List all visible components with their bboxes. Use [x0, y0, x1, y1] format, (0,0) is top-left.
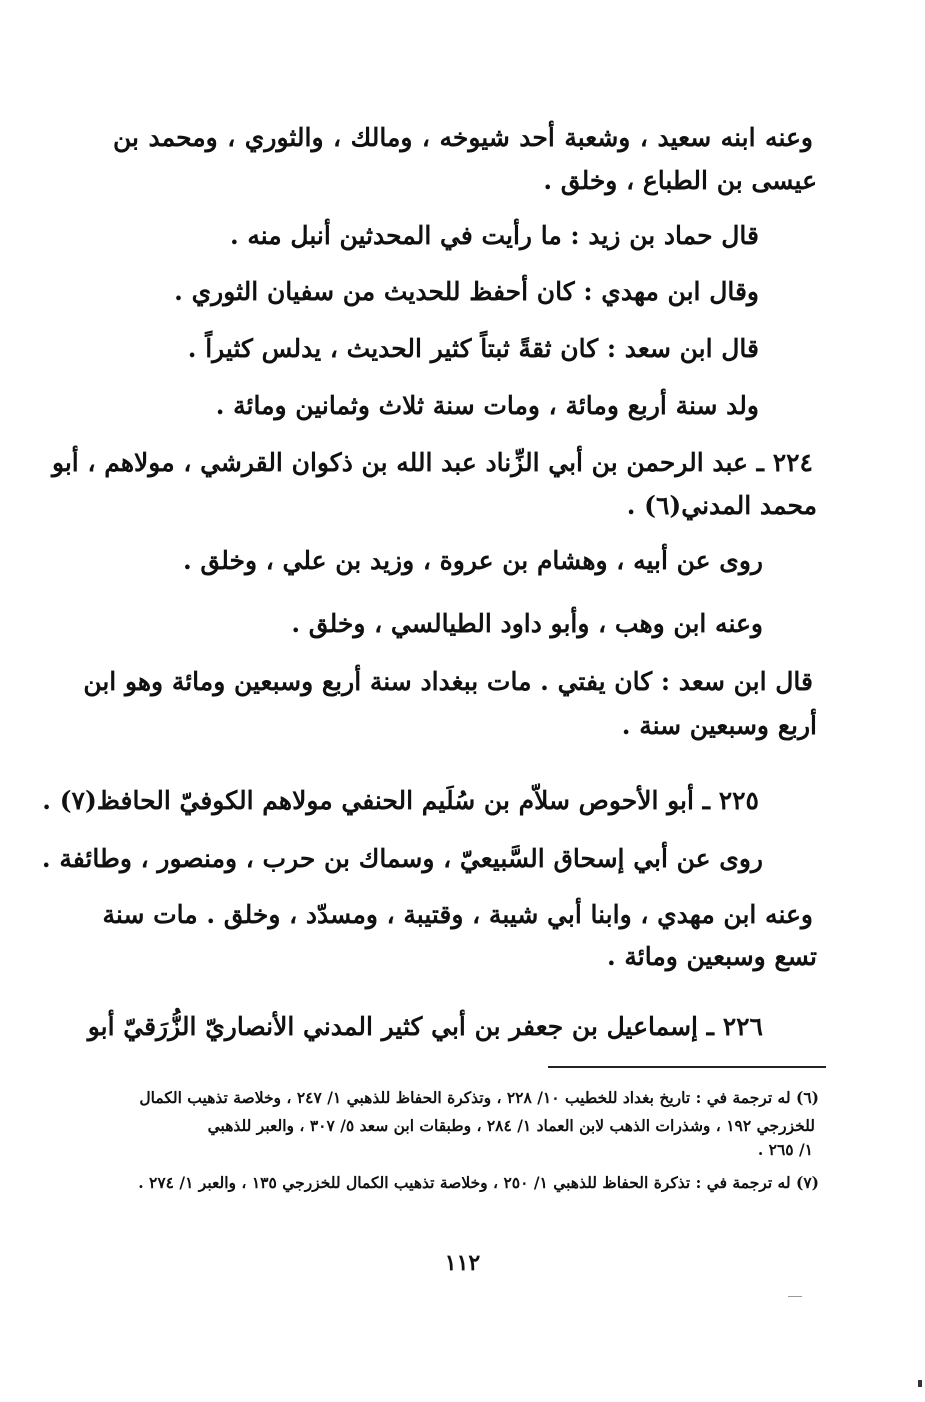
body-line-9: روى عن أبيه ، وهشام بن عروة ، وزيد بن علي ، وخلق . [183, 546, 763, 575]
scan-speck [788, 1296, 802, 1297]
entry-226-heading: ٢٢٦ ـ إسماعيل بن جعفر بن أبي كثير المدني الأنصاريّ الزُّرَقيّ أبو [87, 1012, 763, 1041]
body-line-15: وعنه ابن مهدي ، وابنا أبي شيبة ، وقتيبة ، ومسدّد ، وخلق . مات سنة [102, 900, 813, 929]
body-line-10: وعنه ابن وهب ، وأبو داود الطيالسي ، وخلق . [291, 609, 763, 638]
footnote-7: (٧) له ترجمة في : تذكرة الحفاظ للذهبي ١/ ٢٥٠ ، وخلاصة تذهيب الكمال للخزرجي ١٣٥ ، والعبر ١/ ٢٧٤ . [138, 1173, 819, 1192]
scan-speck [918, 1380, 922, 1387]
entry-225-heading: ٢٢٥ ـ أبو الأحوص سلاّم بن سُلَيم الحنفي مولاهم الكوفيّ الحافظ(٧) . [42, 786, 759, 815]
body-line-3: قال حماد بن زيد : ما رأيت في المحدثين أنبل منه . [229, 221, 759, 250]
body-line-5: قال ابن سعد : كان ثقةً ثبتاً كثير الحديث ، يدلس كثيراً . [187, 334, 759, 363]
body-line-11: قال ابن سعد : كان يفتي . مات ببغداد سنة أربع وسبعين ومائة وهو ابن [83, 667, 813, 696]
body-line-16: تسع وسبعين ومائة . [606, 942, 817, 971]
body-line-6: ولد سنة أربع ومائة ، ومات سنة ثلاث وثمانين ومائة . [215, 391, 759, 420]
body-line-12: أربع وسبعين سنة . [621, 711, 817, 740]
body-line-2: عيسى بن الطباع ، وخلق . [543, 166, 817, 195]
body-line-14: روى عن أبي إسحاق السَّبيعيّ ، وسماك بن حرب ، ومنصور ، وطائفة . [41, 844, 763, 873]
footnote-6-line-2: للخزرجي ١٩٢ ، وشذرات الذهب لابن العماد ١/ ٢٨٤ ، وطبقات ابن سعد ٥/ ٣٠٧ ، والعبر للذهبي [207, 1116, 815, 1135]
body-line-1: وعنه ابنه سعيد ، وشعبة أحد شيوخه ، ومالك ، والثوري ، ومحمد بن [113, 123, 813, 152]
entry-224-heading-line-2: محمد المدني(٦) . [626, 491, 817, 520]
footnote-separator [548, 1066, 826, 1068]
footnote-6-line-1: (٦) له ترجمة في : تاريخ بغداد للخطيب ١٠/ ٢٢٨ ، وتذكرة الحفاظ للذهبي ١/ ٢٤٧ ، وخلاصة تذهيب الكمال [139, 1088, 819, 1107]
page-number: ١١٢ [444, 1250, 481, 1276]
body-line-4: وقال ابن مهدي : كان أحفظ للحديث من سفيان الثوري . [174, 277, 759, 306]
footnote-6-line-3: ١/ ٢٦٥ . [757, 1140, 813, 1159]
entry-224-heading-line-1: ٢٢٤ ـ عبد الرحمن بن أبي الزِّناد عبد الله بن ذكوان القرشي ، مولاهم ، أبو [51, 448, 813, 477]
